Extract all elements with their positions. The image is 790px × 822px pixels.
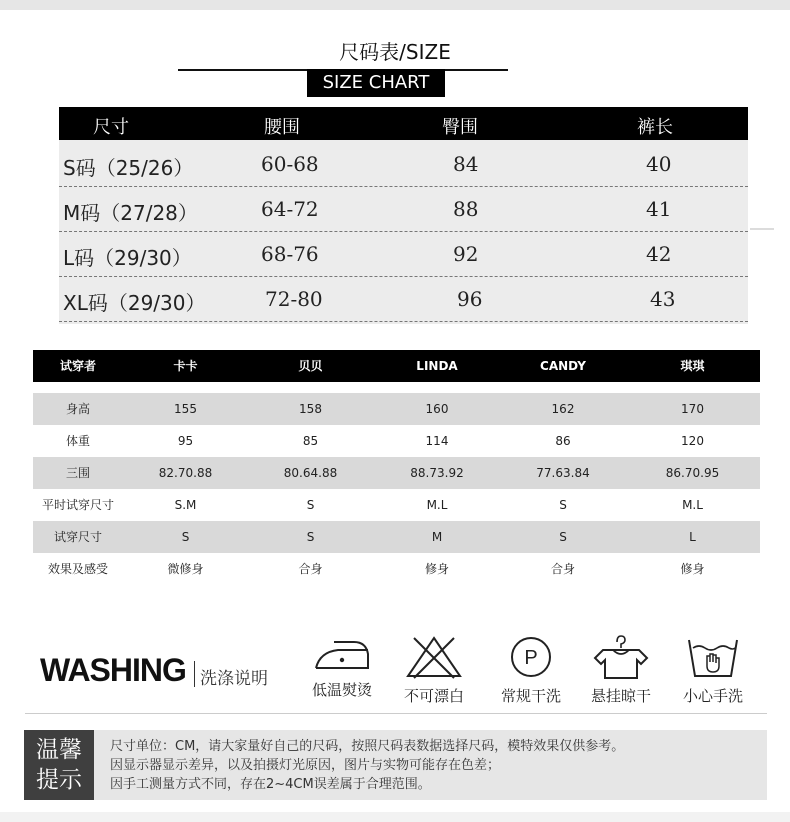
table-cell: M.L [426, 498, 448, 512]
table-cell: 170 [681, 402, 704, 416]
col-model: 琪琪 [680, 359, 705, 373]
size-label: M码（27/28） [63, 201, 198, 225]
table-cell: 95 [177, 434, 194, 448]
col-model: LINDA [416, 359, 458, 373]
tips-badge-line: 温馨 [36, 737, 82, 763]
table-row [33, 521, 760, 553]
hip-value: 84 [453, 152, 479, 176]
row-label: 试穿尺寸 [53, 530, 102, 544]
hand-wash-icon [683, 634, 743, 680]
table-cell: 162 [551, 402, 575, 416]
wash-item-handwash [678, 634, 748, 706]
table-cell: S [559, 530, 567, 544]
top-band [0, 0, 790, 10]
length-value: 40 [646, 152, 672, 176]
hip-value: 96 [457, 287, 483, 311]
svg-text:P: P [524, 647, 538, 669]
table-cell: 修身 [680, 562, 705, 576]
wash-label: 不可漂白 [403, 687, 464, 705]
table-row [33, 393, 760, 425]
table-cell: 修身 [424, 562, 449, 576]
col-tester: 试穿者 [59, 359, 96, 373]
tip-line: 因手工测量方式不同，存在2~4CM误差属于合理范围。 [110, 777, 431, 792]
size-row-s [59, 142, 748, 187]
hang-dry-icon [591, 634, 651, 680]
size-row-xl [59, 277, 748, 322]
tips-text [110, 737, 624, 794]
col-size: 尺寸 [93, 117, 129, 138]
section-divider [25, 713, 767, 714]
size-label: S码（25/26） [63, 156, 194, 180]
no-bleach-icon [402, 634, 466, 680]
size-chart-label: SIZE CHART [307, 69, 445, 97]
waist-value: 68-76 [261, 242, 319, 266]
hip-value: 88 [453, 197, 479, 221]
table-cell: 85 [302, 434, 319, 448]
length-value: 42 [646, 242, 672, 266]
row-label: 三围 [65, 466, 90, 480]
table-cell: 86.70.95 [665, 466, 720, 480]
tips-badge-line: 提示 [36, 767, 82, 793]
tip-line: 尺寸单位：CM，请大家量好自己的尺码，按照尺码表数据选择尺码，模特效果仅供参考。 [110, 739, 625, 754]
wash-label: 低温熨烫 [311, 681, 372, 699]
row-label: 效果及感受 [47, 562, 108, 576]
waist-value: 72-80 [265, 287, 323, 311]
size-row-m [59, 187, 748, 232]
fit-table [33, 350, 760, 588]
table-cell: 合身 [298, 562, 323, 576]
tips-badge [24, 730, 94, 800]
col-length: 裤长 [637, 117, 673, 138]
table-cell: S.M [174, 498, 197, 512]
table-cell: S [306, 498, 315, 512]
page-title: 尺码表/SIZE [339, 40, 451, 64]
dry-clean-p-icon [508, 634, 554, 680]
side-mark [750, 228, 774, 230]
size-label: XL码（29/30） [63, 291, 206, 315]
length-value: 43 [650, 287, 676, 311]
wash-label: 小心手洗 [682, 687, 743, 705]
washing-subtitle: 洗涤说明 [200, 669, 268, 689]
col-model: CANDY [540, 359, 586, 373]
row-label: 平时试穿尺寸 [41, 498, 114, 512]
size-label: L码（29/30） [63, 246, 192, 270]
table-cell: 合身 [550, 562, 575, 576]
washing-title: WASHING [40, 652, 186, 688]
table-cell: M.L [682, 498, 703, 512]
col-model: 贝贝 [298, 359, 323, 373]
table-cell: 88.73.92 [410, 466, 464, 480]
tip-line: 因显示器显示差异，以及拍摄灯光原因，图片与实物可能存在色差； [110, 758, 501, 773]
wash-label: 常规干洗 [500, 687, 561, 705]
table-row [33, 457, 760, 489]
fit-table-header [33, 350, 760, 382]
col-model: 卡卡 [173, 359, 198, 373]
wash-label: 悬挂晾干 [590, 687, 651, 705]
row-label: 体重 [65, 434, 90, 448]
iron-low-icon [310, 634, 374, 674]
col-waist: 腰围 [264, 117, 300, 138]
length-value: 41 [646, 197, 672, 221]
table-cell: 155 [174, 402, 197, 416]
table-cell: L [689, 530, 696, 544]
hip-value: 92 [453, 242, 479, 266]
row-label: 身高 [65, 402, 90, 416]
table-cell: S [559, 498, 567, 512]
table-cell: 86 [555, 434, 571, 448]
table-cell: M [431, 530, 443, 544]
bottom-band [0, 812, 790, 822]
table-cell: 114 [425, 434, 449, 448]
table-cell: S [306, 530, 315, 544]
table-cell: 160 [425, 402, 449, 416]
table-cell: 158 [299, 402, 322, 416]
size-chart [59, 107, 748, 324]
table-cell: 120 [681, 434, 704, 448]
table-cell: 微修身 [167, 562, 204, 576]
col-hip: 臀围 [442, 117, 478, 138]
waist-value: 60-68 [261, 152, 319, 176]
wash-item-iron [307, 634, 377, 700]
table-cell: 80.64.88 [283, 466, 338, 480]
size-row-l [59, 232, 748, 277]
table-row [33, 553, 760, 585]
table-row [33, 489, 760, 521]
size-chart-header [59, 107, 748, 140]
table-cell: 77.63.84 [536, 466, 590, 480]
table-cell: 82.70.88 [158, 466, 213, 480]
wash-item-dryclean [496, 634, 566, 706]
washing-divider [194, 661, 195, 687]
waist-value: 64-72 [261, 197, 319, 221]
wash-item-bleach [399, 634, 469, 706]
table-row [33, 425, 760, 457]
table-cell: S [181, 530, 190, 544]
wash-item-hang [586, 634, 656, 706]
